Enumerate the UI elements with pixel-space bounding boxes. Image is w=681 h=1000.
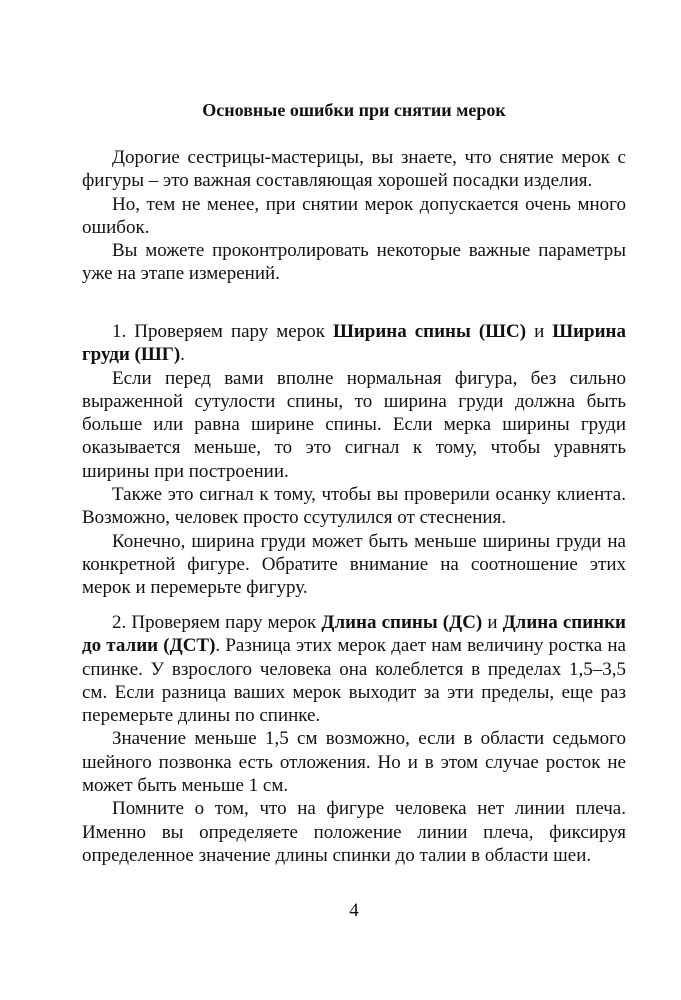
- intro-paragraph: Вы можете проконтролировать некоторые важные параметры уже на этапе измерений.: [82, 240, 626, 285]
- section-2-heading: 2. Проверяем пару мерок Длина спины (ДС) и Длина спинки до талии (ДСТ). Разница этих мерок дает нам величину ростка на спинке. У взрослого человека она колеблется в пределах 1,5–3,5 см. Если разница ваших мерок выходит за эти пределы, еще раз перемерьте длины по спинке.: [82, 612, 626, 727]
- section-1: [82, 320, 626, 600]
- section-1-paragraph: Также это сигнал к тому, чтобы вы проверили осанку клиента. Возможно, человек просто ссутулился от стеснения.: [82, 484, 626, 529]
- section-2-paragraph: Значение меньше 1,5 см возможно, если в области седьмого шейного позвонка есть отложения. Но и в этом случае росток не может быть меньше 1 см.: [82, 728, 626, 797]
- term-back-waist-length: Длина спинки до талии (ДСТ): [82, 612, 626, 657]
- page-title: Основные ошибки при снятии мерок: [202, 100, 506, 120]
- section-1-paragraph: Конечно, ширина груди может быть меньше ширины груди на конкретной фигуре. Обратите внимание на соотношение этих мерок и перемерьте фигуру.: [82, 530, 626, 599]
- term-chest-width: Ширина груди (ШГ): [82, 321, 627, 366]
- section-2-paragraph: Помните о том, что на фигуре человека нет линии плеча. Именно вы определяете положение линии плеча, фиксируя определенное значение длины спинки до талии в области шеи.: [82, 798, 626, 866]
- intro-paragraph: Но, тем не менее, при снятии мерок допускается очень много ошибок.: [82, 193, 626, 238]
- term-back-width: Ширина спины (ШС): [332, 321, 527, 342]
- section-1-paragraph: Если перед вами вполне нормальная фигура, без сильно выраженной сутулости спины, то ширина груди должна быть больше или равна ширине спины. Если мерка ширины груди оказывается меньше, то это сигнал к тому, чтобы уравнять ширины при построении.: [82, 367, 626, 482]
- section-1-heading: 1. Проверяем пару мерок Ширина спины (ШС) и Ширина груди (ШГ).: [82, 321, 627, 366]
- term-back-length: Длина спины (ДС): [321, 612, 483, 633]
- intro-paragraph: Дорогие сестрицы-мастерицы, вы знаете, что снятие мерок с фигуры – это важная составляющая хорошей посадки изделия.: [82, 147, 626, 192]
- intro-block: [82, 146, 626, 286]
- page-number: 4: [349, 900, 359, 921]
- section-2: [82, 611, 626, 867]
